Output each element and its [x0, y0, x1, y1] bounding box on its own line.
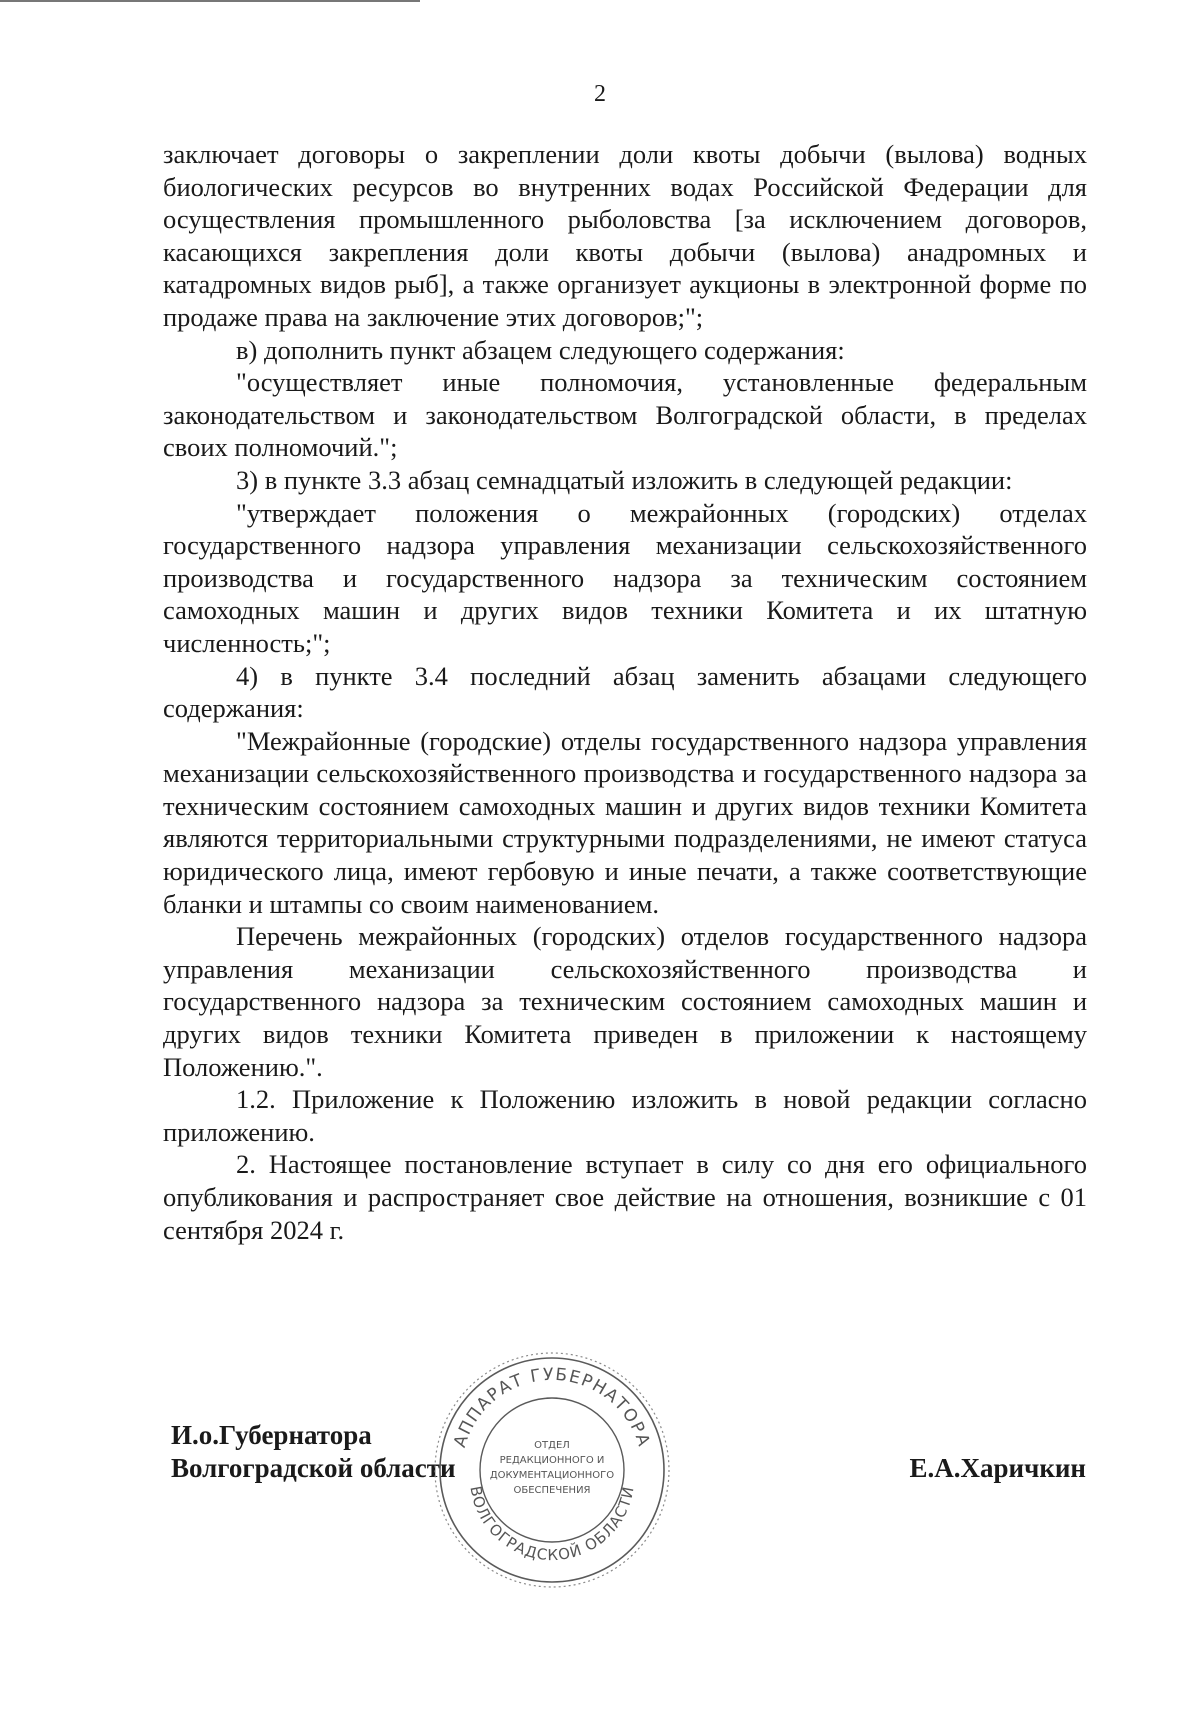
paragraph-departments-list: Перечень межрайонных (городских) отделов государственного надзора управления механизации сельскохозяйственного производства и государственного надзора за техническим состоянием самоходных машин и других видов техники Комитета приведен в приложении к настоящему Положению.". — [163, 921, 1087, 1082]
paragraph-appendix-1-2: 1.2. Приложение к Положению изложить в новой редакции согласно приложению. — [163, 1084, 1087, 1147]
stamp-center-line-2: РЕДАКЦИОННОГО И — [499, 1455, 605, 1466]
paragraph-amendment-v: в) дополнить пункт абзацем следующего содержания: — [236, 334, 845, 365]
signatory-name: Е.А.Харичкин — [909, 1453, 1086, 1483]
signatory-title-line-2: Волгоградской области — [171, 1453, 456, 1483]
stamp-arc-top-text: АППАРАТ ГУБЕРНАТОРА — [450, 1364, 654, 1450]
paragraph-amendment-4: 4) в пункте 3.4 последний абзац заменить абзацами следующего содержания: — [163, 660, 1087, 724]
paragraph-other-powers: "осуществляет иные полномочия, установленные федеральным законодательством и законодательством Волгоградской области, в пределах своих полномочий."; — [163, 367, 1087, 463]
top-edge-line — [0, 0, 420, 2]
stamp-arc-bottom-text: ВОЛГОГРАДСКОЙ ОБЛАСТИ — [466, 1484, 638, 1565]
paragraph-quota-contracts: заключает договоры о закреплении доли квоты добычи (вылова) водных биологических ресурсов во внутренних водах Российской Федерации для осуществления промышленного рыболовства [за исключением договоров, касающихся закрепления доли квоты добычи (вылова) анадромных и катадромных видов рыб], а также организует аукционы в электронной форме по продаже права на заключение этих договоров;"; — [163, 139, 1087, 332]
document-body — [163, 138, 1087, 1246]
paragraph-approves-regulations: "утверждает положения о межрайонных (городских) отделах государственного надзора управления механизации сельскохозяйственного производства и государственного надзора за техническим состоянием самоходных машин и других видов техники Комитета и их штатную численность;"; — [163, 497, 1087, 658]
paragraph-interdistrict-departments: "Межрайонные (городские) отделы государственного надзора управления механизации сельскохозяйственного производства и государственного надзора за техническим состоянием самоходных машин и других видов техники Комитета являются территориальными структурными подразделениями, не имеют статуса юридического лица, имеют гербовую и иные печати, а также соответствующие бланки и штампы со своим наименованием. — [163, 725, 1087, 919]
paragraph-effective-date: 2. Настоящее постановление вступает в силу со дня его официального опубликования и распространяет свое действие на отношения, возникшие с 01 сентября 2024 г. — [163, 1149, 1087, 1245]
signatory-title-line-1: И.о.Губернатора — [171, 1420, 372, 1450]
stamp-seal-graphic — [430, 1348, 674, 1592]
stamp-center-line-4: ОБЕСПЕЧЕНИЯ — [513, 1485, 591, 1496]
page-number: 2 — [594, 81, 606, 107]
stamp-center-line-3: ДОКУМЕНТАЦИОННОГО — [489, 1470, 615, 1481]
stamp-center-line-1: ОТДЕЛ — [534, 1440, 570, 1451]
paragraph-amendment-3: 3) в пункте 3.3 абзац семнадцатый изложить в следующей редакции: — [236, 464, 1013, 495]
official-stamp — [430, 1348, 674, 1592]
signatory-title — [171, 1419, 456, 1485]
